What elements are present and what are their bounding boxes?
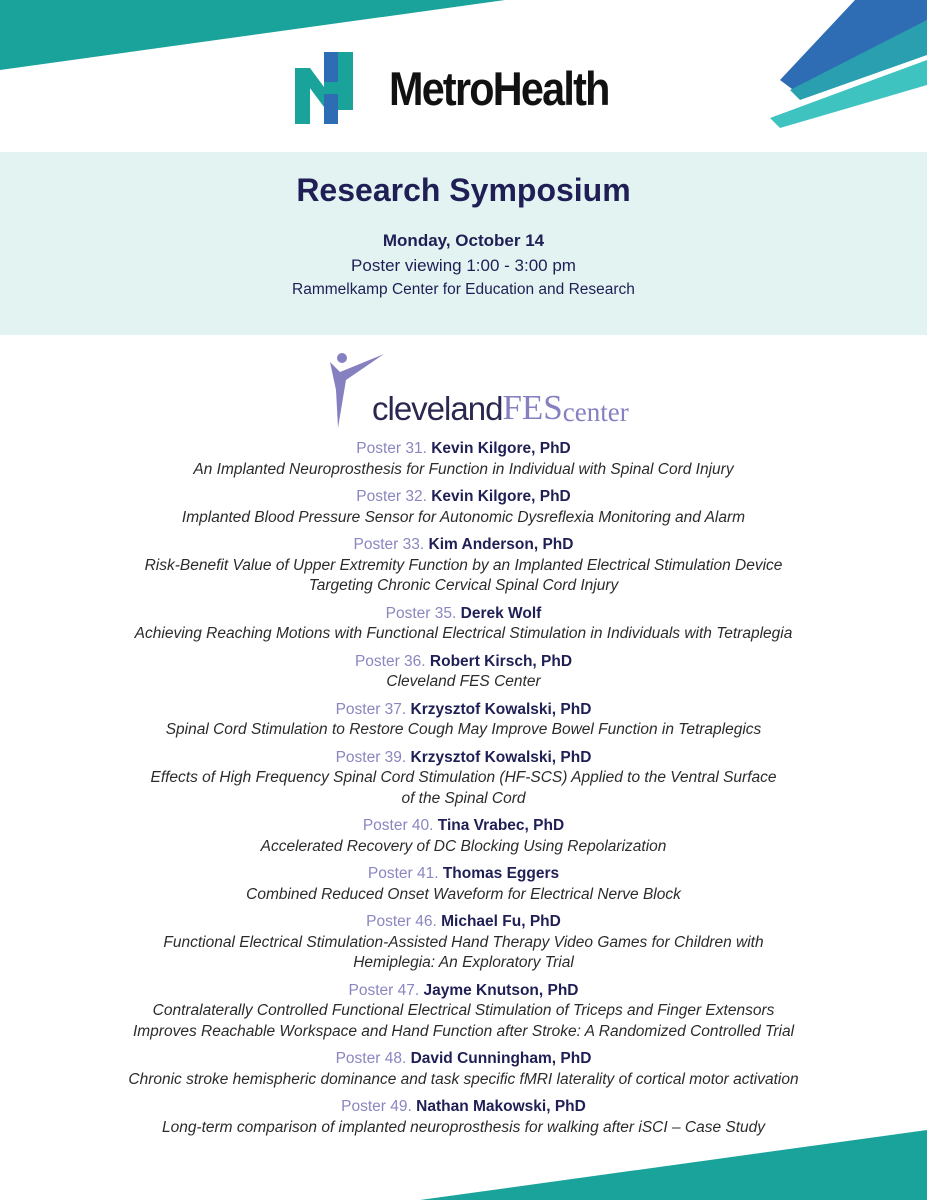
poster-title: Combined Reduced Onset Waveform for Electrical Nerve Block xyxy=(246,885,681,903)
poster-title: Accelerated Recovery of DC Blocking Using Repolarization xyxy=(260,837,667,855)
fes-logo-center: center xyxy=(562,397,629,427)
cleveland-fes-logo xyxy=(328,350,629,428)
poster-author: Krzysztof Kowalski, PhD xyxy=(410,700,592,718)
event-info-band xyxy=(0,152,927,335)
poster-title: Long-term comparison of implanted neuroprosthesis for walking after iSCI – Case Study xyxy=(161,1118,766,1136)
poster-entry xyxy=(0,1049,927,1090)
poster-number: Poster 40. xyxy=(362,817,434,834)
poster-entry xyxy=(0,981,927,1043)
fes-logo-cleveland: cleveland xyxy=(372,390,503,427)
poster-title: Spinal Cord Stimulation to Restore Cough May Improve Bowel Function in Tetraplegics xyxy=(165,721,762,738)
poster-title: Chronic stroke hemispheric dominance and task specific fMRI laterality of cortical motor activation xyxy=(128,1070,799,1088)
poster-author: Nathan Makowski, PhD xyxy=(416,1098,586,1115)
poster-number: Poster 49. xyxy=(341,1098,412,1115)
poster-number: Poster 35. xyxy=(385,604,457,622)
poster-entry xyxy=(0,912,927,974)
poster-title: Achieving Reaching Motions with Functional Electrical Stimulation in Individuals with Tetraplegia xyxy=(134,625,793,642)
poster-entry xyxy=(0,1097,927,1138)
poster-number: Poster 36. xyxy=(354,652,426,670)
poster-title: An Implanted Neuroprosthesis for Function in Individual with Spinal Cord Injury xyxy=(193,460,734,478)
poster-entry xyxy=(0,816,927,857)
event-time: Poster viewing 1:00 - 3:00 pm xyxy=(351,256,576,275)
poster-entry xyxy=(0,439,927,480)
poster-author: Thomas Eggers xyxy=(442,865,560,882)
page-title: Research Symposium xyxy=(296,172,631,208)
poster-number: Poster 48. xyxy=(335,1050,407,1067)
poster-number: Poster 37. xyxy=(335,700,407,718)
poster-author: Robert Kirsch, PhD xyxy=(429,652,573,670)
poster-number: Poster 33. xyxy=(353,536,425,553)
poster-author: Kim Anderson, PhD xyxy=(428,536,574,553)
poster-number: Poster 39. xyxy=(335,748,407,766)
poster-author: Kevin Kilgore, PhD xyxy=(431,488,571,505)
poster-author: Tina Vrabec, PhD xyxy=(437,817,565,834)
poster-title: Implanted Blood Pressure Sensor for Autonomic Dysreflexia Monitoring and Alarm xyxy=(181,508,746,526)
brand-name: MetroHealth xyxy=(389,61,609,115)
poster-title: Effects of High Frequency Spinal Cord Stimulation (HF-SCS) Applied to the Ventral Surface of the Spinal Cord xyxy=(150,769,777,807)
poster-author: Krzysztof Kowalski, PhD xyxy=(410,748,592,766)
poster-author: Michael Fu, PhD xyxy=(441,913,561,930)
metrohealth-logo xyxy=(295,52,639,124)
metrohealth-mh-icon xyxy=(295,52,367,124)
poster-entry xyxy=(0,535,927,597)
event-date: Monday, October 14 xyxy=(382,231,545,250)
poster-number: Poster 31. xyxy=(356,440,427,457)
poster-entry xyxy=(0,700,927,741)
poster-number: Poster 47. xyxy=(348,981,420,999)
poster-title: Contralaterally Controlled Functional Electrical Stimulation of Triceps and Finger Extensors Improves Reachable Workspace and Hand Function after Stroke: A Randomized Controlled Trial xyxy=(132,1002,795,1040)
event-location: Rammelkamp Center for Education and Research xyxy=(292,281,635,298)
poster-entry xyxy=(0,604,927,645)
poster-title: Functional Electrical Stimulation-Assisted Hand Therapy Video Games for Children with Hemiplegia: An Exploratory Trial xyxy=(163,933,764,971)
poster-author: David Cunningham, PhD xyxy=(410,1050,592,1067)
poster-number: Poster 32. xyxy=(356,488,427,505)
poster-entry xyxy=(0,864,927,905)
poster-entry xyxy=(0,652,927,693)
poster-title: Cleveland FES Center xyxy=(386,673,541,690)
poster-author: Derek Wolf xyxy=(460,604,542,622)
poster-author: Kevin Kilgore, PhD xyxy=(431,440,571,457)
fes-logo-fes: FES xyxy=(502,388,563,427)
poster-title: Risk-Benefit Value of Upper Extremity Function by an Implanted Electrical Stimulation Device Targeting Chronic Cervical Spinal Cord Injury xyxy=(144,556,783,594)
poster-list xyxy=(0,439,927,1145)
poster-entry xyxy=(0,487,927,528)
poster-author: Jayme Knutson, PhD xyxy=(423,981,579,999)
poster-entry xyxy=(0,748,927,810)
poster-number: Poster 41. xyxy=(367,865,439,882)
poster-number: Poster 46. xyxy=(366,913,437,930)
